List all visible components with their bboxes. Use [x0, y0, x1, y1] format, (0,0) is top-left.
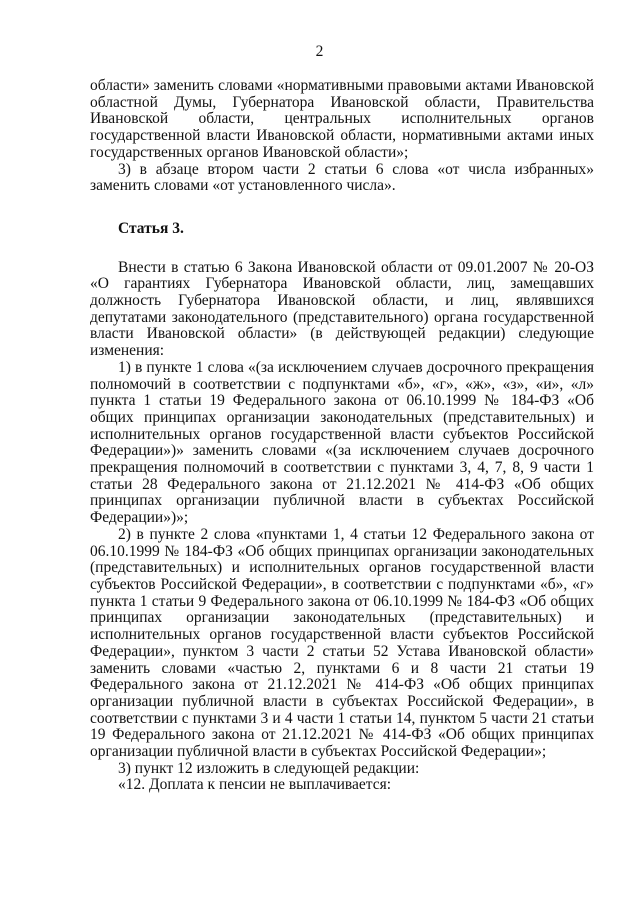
paragraph-item-3: 3) в абзаце втором части 2 статьи 6 слова «от числа избранных» заменить словами «от установленного числа».	[90, 160, 594, 195]
article-heading: Статья 3.	[118, 219, 184, 237]
paragraph-continuation: области» заменить словами «нормативными правовыми актами Ивановской областной Думы, Губернатора Ивановской области, Правительства Ивановской области, центральных исполнительных органов государственной власти Ивановской области, нормативными актами иных государственных органов Ивановской области»;	[90, 77, 594, 161]
paragraph-item-1: 1) в пункте 1 слова «(за исключением случаев досрочного прекращения полномочий в соответствии с подпунктами «б», «г», «ж», «з», «и», «л» пункта 1 статьи 19 Федерального закона от 06.10.1999 № 184-ФЗ «Об общих принципах организации законодательных (представительных) и исполнительных органов государственной власти субъектов Российской Федерации»)» заменить словами «(за исключением случаев досрочного прекращения полномочий в соответствии с пунктами 3, 4, 7, 8, 9 части 1 статьи 28 Федерального закона от 21.12.2021 № 414-ФЗ «Об общих принципах организации публичной власти в субъектах Российской Федерации»)»;	[90, 358, 594, 527]
paragraph-quote: «12. Доплата к пенсии не выплачивается:	[118, 776, 392, 794]
document-body	[90, 78, 594, 794]
paragraph-item-2: 2) в пункте 2 слова «пунктами 1, 4 статьи 12 Федерального закона от 06.10.1999 № 184-ФЗ «Об общих принципах организации законодательных (представительных) и исполнительных органов государственной власти субъектов Российской Федерации», в соответствии с подпунктами «б», «г» пункта 1 статьи 9 Федерального закона от 06.10.1999 № 184-ФЗ «Об общих принципах организации законодательных (представительных) и исполнительных органов государственной власти субъектов Российской Федерации», пунктом 3 части 2 статьи 52 Устава Ивановской области» заменить словами «частью 2, пунктами 6 и 8 части 21 статьи 19 Федерального закона от 21.12.2021 № 414-ФЗ «Об общих принципах организации публичной власти в субъектах Российской Федерации», в соответствии с пунктами 3 и 4 части 1 статьи 14, пунктом 5 части 21 статьи 19 Федерального закона от 21.12.2021 № 414-ФЗ «Об общих принципах организации публичной власти в субъектах Российской Федерации»;	[90, 525, 594, 761]
page-number: 2	[315, 43, 324, 60]
paragraph-intro: Внести в статью 6 Закона Ивановской области от 09.01.2007 № 20-ОЗ «О гарантиях Губернатора Ивановской области, лиц, замещавших должность Губернатора Ивановской области, и лиц, являвшихся депутатами законодательного (представительного) органа государственной власти Ивановской области» (в действующей редакции) следующие изменения:	[90, 258, 594, 360]
paragraph-item-3b: 3) пункт 12 изложить в следующей редакции:	[118, 759, 420, 777]
